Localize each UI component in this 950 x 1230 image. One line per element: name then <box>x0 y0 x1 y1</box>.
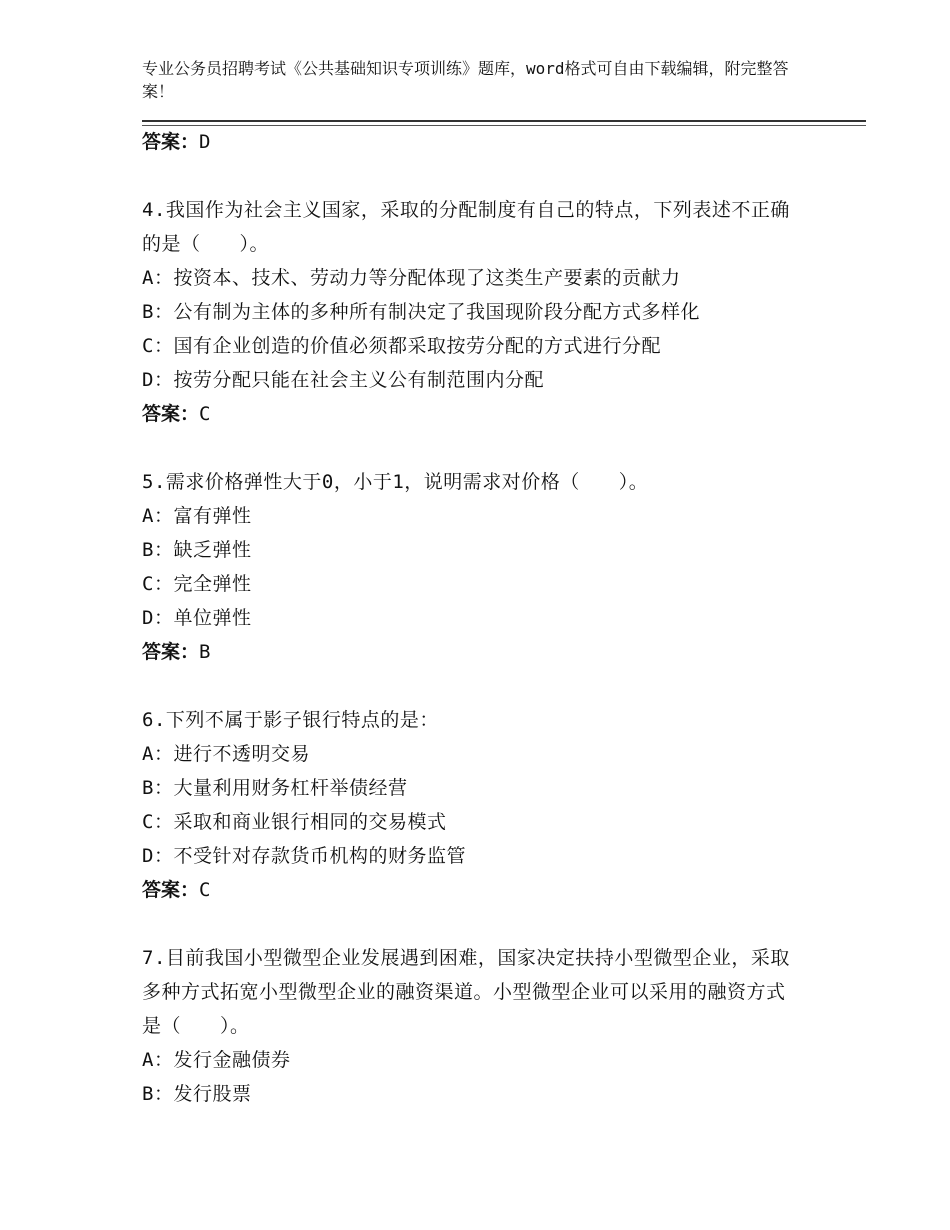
option-d: D：不受针对存款货币机构的财务监管 <box>142 845 466 867</box>
question-block <box>142 465 802 669</box>
question-block <box>142 703 802 907</box>
option-b: B：发行股票 <box>142 1083 252 1105</box>
option-b: B：大量利用财务杠杆举债经营 <box>142 777 408 799</box>
header-rule-thick <box>142 120 866 122</box>
answer-line: 答案：C <box>142 879 211 901</box>
option-b: B：公有制为主体的多种所有制决定了我国现阶段分配方式多样化 <box>142 301 700 323</box>
question-stem: 7.目前我国小型微型企业发展遇到困难，国家决定扶持小型微型企业，采取多种方式拓宽小型微型企业的融资渠道。小型微型企业可以采用的融资方式是（ ）。 <box>142 947 790 1037</box>
page-header: 专业公务员招聘考试《公共基础知识专项训练》题库，word格式可自由下载编辑，附完整答案！ <box>142 59 789 101</box>
option-c: C：完全弹性 <box>142 573 252 595</box>
option-a: A：富有弹性 <box>142 505 252 527</box>
question-stem: 6.下列不属于影子银行特点的是： <box>142 709 439 731</box>
option-d: D：按劳分配只能在社会主义公有制范围内分配 <box>142 369 544 391</box>
option-c: C：国有企业创造的价值必须都采取按劳分配的方式进行分配 <box>142 335 661 357</box>
answer-line: 答案：C <box>142 403 211 425</box>
option-c: C：采取和商业银行相同的交易模式 <box>142 811 447 833</box>
option-a: A：进行不透明交易 <box>142 743 310 765</box>
answer-line: 答案：B <box>142 641 211 663</box>
option-d: D：单位弹性 <box>142 607 252 629</box>
question-block <box>142 941 802 1111</box>
question-stem: 4.我国作为社会主义国家，采取的分配制度有自己的特点，下列表述不正确的是（ ）。 <box>142 199 790 255</box>
question-block <box>142 193 802 431</box>
question-stem: 5.需求价格弹性大于0，小于1，说明需求对价格（ ）。 <box>142 471 649 493</box>
option-a: A：按资本、技术、劳动力等分配体现了这类生产要素的贡献力 <box>142 267 681 289</box>
question-list <box>142 125 802 1111</box>
option-a: A：发行金融债券 <box>142 1049 291 1071</box>
option-b: B：缺乏弹性 <box>142 539 252 561</box>
answer-line: 答案：D <box>142 131 211 153</box>
